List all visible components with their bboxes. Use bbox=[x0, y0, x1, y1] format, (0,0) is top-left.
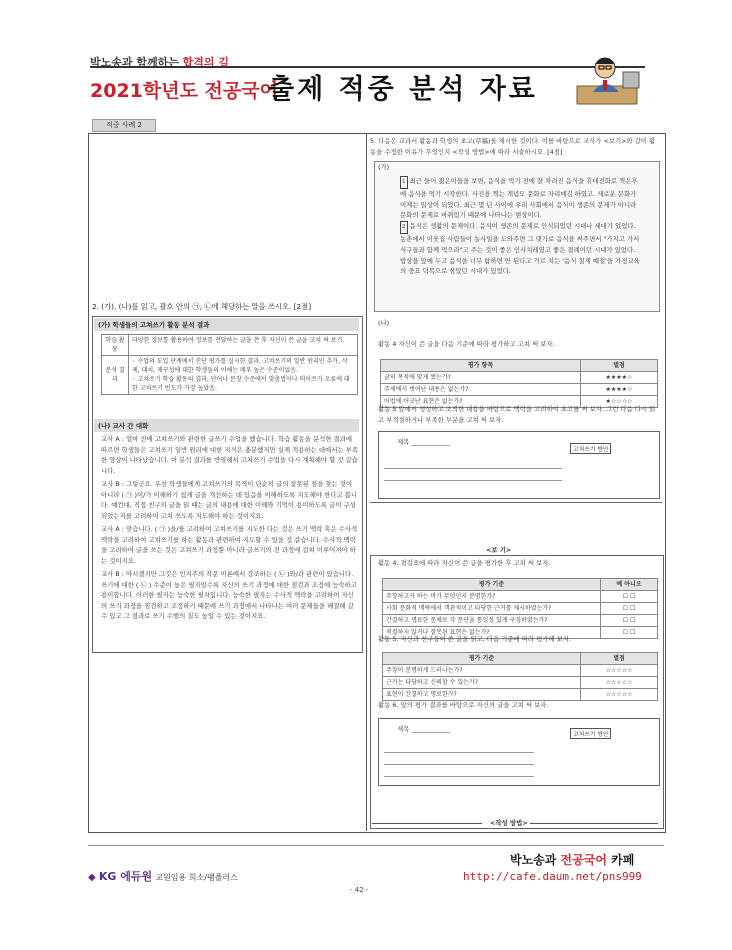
method-title: <작성 방법> bbox=[490, 819, 528, 827]
method-rule-right bbox=[530, 823, 658, 824]
table-row: 주장하고자 하는 바가 무엇인지 분명한가? ☐ ☐ bbox=[383, 591, 658, 603]
table-row: 주제에서 벗어난 내용은 없는가? ★★★★☆ bbox=[381, 384, 658, 396]
write-line bbox=[384, 468, 562, 469]
table-row: 근거는 타당하고 신뢰할 수 있는가? ☆☆☆☆☆ bbox=[383, 677, 658, 689]
col-header: 별점 bbox=[581, 360, 658, 372]
teacher-dialogue bbox=[101, 434, 358, 625]
col-header: 평가 기준 bbox=[383, 579, 601, 591]
peer-eval-table bbox=[382, 652, 658, 701]
step5: 활동 5. 자신과 친구들이 쓴 글을 읽고, 다음 기준에 따라 평가해 보자. bbox=[378, 635, 572, 643]
footer-divider bbox=[88, 845, 664, 846]
eval-table bbox=[380, 359, 658, 408]
page-title: 출제 적중 분석 자료 bbox=[268, 74, 538, 105]
draft-paragraph: 2 음식은 생활의 문제이다. 음식이 생존의 문제로 인식되었던 시대나 세대가 있었다. 농촌에서 이웃집 사람들이 농사일을 도와주면 그 댓가로 음식을 싸주면서 "가지고 가서 식구들과 함께 먹으라"고 주는 것이 좋은 인사치레였고 좋은 결례이던 시대가 있었다. 밥상을 앞에 두고 음식을 너무 탐하면 안 된다고 가르 치는 '음식 절제 예절'을 가정교육의 중요 덕목으로 삼았던 시대가 있었다. bbox=[400, 222, 640, 276]
analysis-table bbox=[101, 334, 358, 395]
header-year: 2021학년도 전공국어 bbox=[90, 80, 278, 102]
title-label: 제목 ____________ bbox=[397, 438, 450, 446]
write-line bbox=[384, 480, 562, 481]
write-line bbox=[384, 764, 534, 765]
activity5: 활동 5 앞에서 생성하고 조직한 내용을 바탕으로 맥락을 고려하여 초고를 써 보자. 그런 다음 다시 읽고 부적절하거나 부족한 부분을 고쳐 써 보자. bbox=[378, 405, 656, 424]
dialogue-line: 교사 B : 그렇군요. 우선 학생들에게 고쳐쓰기의 목적이 단순히 글의 잘못된 점을 찾는 것이 아니라 ( ㉠ )이/가 이해하기 쉽게 글을 개선하는 데 있음을 이해하도록 지도해야 한다고 봅니다. 예컨대, 직접 친구의 글을 읽 때는 글의 내용에 대한 이해와 기억이 용이하도록 글이 구성되었는지를 고려하여 고쳐 쓰도록 지도해야 하는 것이지요. bbox=[101, 480, 358, 520]
checklist-table bbox=[382, 578, 658, 639]
logo-text: 교원임용 희소/팸플러스 bbox=[155, 873, 238, 882]
rewrite-plan-button: 고쳐쓰기 방안 bbox=[570, 728, 611, 739]
cafe-url-link[interactable]: http://cafe.daum.net/pns999 bbox=[463, 870, 642, 883]
section-tag: 적중 사례 2 bbox=[92, 119, 156, 132]
column-divider bbox=[366, 133, 367, 831]
ga-label: (가) bbox=[378, 163, 390, 171]
logo-brand: KG 에듀원 bbox=[98, 870, 153, 883]
table-row: 글의 목적에 맞게 썼는가? ★★★★☆ bbox=[381, 372, 658, 384]
table-row: 표현이 간결하고 명료한가? ☆☆☆☆☆ bbox=[383, 689, 658, 701]
write-line bbox=[384, 752, 534, 753]
logo-icon: ◆ bbox=[88, 872, 96, 883]
row-label: 학습 활동 bbox=[102, 335, 129, 356]
draft-paragraph: 1 최근 들어 젊은이들을 보면, 음식을 먹기 전에 잘 차려진 음식을 휴대전화로 찍은후에 음식을 먹기 시작한다. 사진을 찍는 개념도 문화로 자리매김 하였고. 새로운 문화가 이제는 일상이 되었다. 최근 몇 년 사이에 우리 사회에서 음식이 생존의 문제가 아니라 문화의 문제로 바뀌었기 때문에 나타나는 현상이다. bbox=[400, 177, 638, 220]
row-label: 분석 결과 bbox=[102, 356, 129, 395]
dialogue-line: 교사 A : 맞습니다. ( ㉠ )을/를 고려하여 고쳐쓰기를 지도한 다는 것은 쓰기 맥락 혹은 수사적 맥락을 고려하여 고쳐쓰기를 하는 활동과 관련하여 지도할 수 있을 것 같습니다. 수사적 맥락을 고려하여 글을 쓰는 것은 고쳐쓰기 과정뿐 아니라 글쓰기의 전 과정에 걸쳐 이루어져야 하는 것이지요. bbox=[101, 525, 358, 565]
step4: 활동 4. 점검표에 따라 자신이 쓴 글을 평가한 후 고쳐 써 보자. bbox=[378, 559, 551, 567]
table-row: 주장이 분명하게 드러나는가? ☆☆☆☆☆ bbox=[383, 665, 658, 677]
table-row bbox=[102, 335, 358, 356]
write-line bbox=[384, 776, 534, 777]
dialogue-line: 교사 A : 얼마 전에 고쳐쓰기와 관련한 글쓰기 수업을 했습니다. 학습 활동을 분석한 결과에 따르면 학생들은 고쳐쓰기 일반 원리에 대한 지식은 충분했지만 실제 적용하는 데에서는 부족한 양상이 나타났습니다. 이 분석 결과를 반영해서 고쳐쓰기 수업을 다시 계획해야 할 것 같습니다. bbox=[101, 435, 358, 475]
teacher-avatar-icon bbox=[575, 52, 650, 107]
tagline-prefix: 박노송과 함께하는 bbox=[90, 56, 183, 69]
table-row: 사회 문화적 맥락에서 객관적이고 타당한 근거를 제시하였는가? ☐ ☐ bbox=[383, 603, 658, 615]
ga-title: (가) 학생들의 고쳐쓰기 활동 분석 결과 bbox=[94, 318, 359, 331]
rewrite-plan-button: 고쳐쓰기 방안 bbox=[570, 443, 611, 454]
row-text: 다양한 정보를 활용하여 정보를 전달하는 글을 쓴 후 자신이 쓴 글을 고쳐 써 보기. bbox=[129, 335, 358, 356]
cafe-name: 박노송과 전공국어 카페 bbox=[510, 853, 635, 867]
table-row: 어법에 어긋난 표현은 없는가? ★☆☆☆☆ bbox=[381, 396, 658, 408]
page-number: - 42 - bbox=[350, 886, 369, 894]
col-header: 예 아니오 bbox=[601, 579, 658, 591]
draft-text bbox=[400, 176, 640, 277]
step6: 활동 6. 앞의 평가 결과를 바탕으로 자신의 글을 고쳐 써 보자. bbox=[378, 701, 549, 709]
publisher-logo bbox=[88, 868, 238, 884]
col-header: 별점 bbox=[581, 653, 658, 665]
tagline-highlight: 합격의 길 bbox=[182, 56, 230, 69]
row-text: ◦ 수업의 도입 단계에서 진단 평가를 실시한 결과, 고쳐쓰기의 일반 원리인 추가, 삭제, 대치, 재구성에 대한 학생들의 이해는 매우 높은 수준이었음. ◦ 고쳐쓰기 학습 활동의 결과, 단어나 문장 수준에서 맞춤법이나 띄어쓰기 오류에 대한 고쳐쓰기 빈도가 가장 높았음. bbox=[129, 356, 358, 395]
title-label: 제목 ____________ bbox=[397, 725, 450, 733]
na-title: (나) 교사 간 대화 bbox=[94, 419, 359, 432]
table-row: 간결하고 명료한 문체로 각 문단을 통일성 있게 구성하였는가? ☐ ☐ bbox=[383, 615, 658, 627]
col-header: 평가 기준 bbox=[383, 653, 581, 665]
bogi-title: <보 기> bbox=[486, 546, 512, 554]
table-row: 적절하지 않거나 잘못된 표현은 없는가? ☐ ☐ bbox=[383, 627, 658, 639]
activity4: 활동 4 자신이 쓴 글을 다음 기준에 따라 평가하고 고쳐 써 보자. bbox=[378, 340, 555, 348]
table-row bbox=[102, 356, 358, 395]
bogi-divider bbox=[370, 502, 662, 503]
method-rule-left bbox=[372, 823, 482, 824]
col-header: 평가 항목 bbox=[381, 360, 581, 372]
question2-prompt: 2. (가), (나)를 읽고, 괄호 안의 ㉠, ㉡에 해당하는 말을 쓰시오. [2점] bbox=[92, 302, 312, 311]
na-label: (나) bbox=[378, 319, 390, 327]
question5-prompt: 5. 다음은 교과서 활동과 학생의 초고(草稿)를 제시한 것이다. 이를 바탕으로 교사가 <보기>와 같이 활동을 수정한 이유가 무엇인지 <작성 방법>에 따라 서술하시오. [4점] bbox=[370, 137, 656, 156]
dialogue-line: 교사 B : 아시겠지만 그것은 인지주의 작문 이론에서 강조하는 ( ㉡ )와/과 관련이 있습니다. 쓰기에 대한 ( ㉡ ) 수준이 높은 필자일수록 자신의 쓰기 과정에 대한 점검과 조정에 능숙하고 용이합니다. 이러한 필자는 능숙한 필자입니다. 능숙한 필자는 수사적 맥락을 고려하여 자신의 쓰기 과정을 점검하고 조정하기 때문에 쓰기 과정에서 나타나는 여러 문제들을 해결해 갈 수 있고 그 결과로 쓰기 수행의 질도 높일 수 있는 것이지요. bbox=[101, 570, 357, 620]
